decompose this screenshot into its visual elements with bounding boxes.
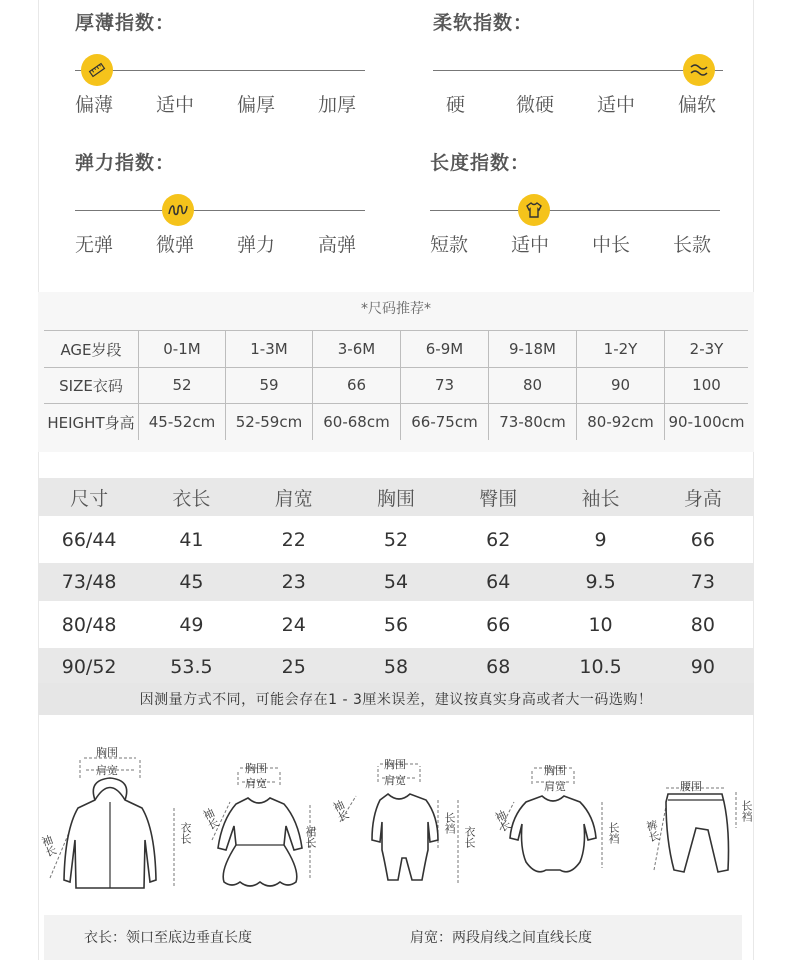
definition-bar [44, 915, 742, 960]
index-option: 无弹 [75, 234, 114, 256]
table-cell: 53.5 [170, 656, 213, 678]
index-option: 适中 [156, 94, 195, 116]
index-option: 微硬 [516, 94, 555, 116]
diagram-label: 肩宽 [96, 764, 118, 777]
index-option: 微弹 [156, 234, 195, 256]
diagram-label: 长裆 [443, 812, 456, 834]
index-option: 中长 [592, 234, 631, 256]
table-cell: 66/44 [61, 529, 117, 551]
table-cell: 41 [179, 529, 204, 551]
diagram-label: 袖长 [491, 808, 513, 834]
softness-index [433, 8, 733, 116]
table-cell: 90/52 [61, 656, 117, 678]
table-cell: 68 [486, 656, 511, 678]
jacket-diagram [40, 730, 190, 900]
table-header-row [38, 478, 754, 516]
wave-icon [683, 54, 715, 86]
diagram-label: 胸围 [384, 758, 406, 771]
diagram-label: 裙长 [304, 826, 317, 848]
index-option: 硬 [446, 94, 466, 116]
length-index [430, 148, 730, 256]
table-cell: 66-75cm [401, 404, 489, 440]
table-cell: 73/48 [61, 571, 117, 593]
table-cell: 90 [577, 367, 665, 403]
pants-diagram [640, 730, 753, 900]
table-cell: 54 [383, 571, 409, 593]
table-cell: 59 [226, 367, 313, 403]
index-option: 偏厚 [237, 94, 276, 116]
diagram-label: 袖长 [38, 833, 59, 859]
diagram-label: 袖长 [329, 798, 351, 824]
index-track [75, 70, 365, 71]
diagram-label: 长裆 [740, 800, 753, 822]
table-row [44, 404, 748, 440]
column-header: 身高 [683, 487, 722, 510]
table-cell: 22 [281, 529, 306, 551]
table-cell: 25 [281, 656, 306, 678]
dress-diagram [200, 730, 330, 900]
table-row [44, 330, 748, 368]
table-row [38, 563, 754, 601]
table-cell: 80/48 [61, 614, 117, 636]
table-cell: 66 [486, 614, 511, 636]
table-cell: 52 [383, 529, 409, 551]
table-row [38, 521, 754, 559]
index-option: 长款 [673, 234, 712, 256]
table-cell: 100 [692, 376, 721, 394]
diagram-label: 肩宽 [544, 780, 566, 793]
diagram-label: 胸围 [245, 762, 267, 775]
table-cell: 23 [281, 571, 306, 593]
table-cell: 64 [486, 571, 511, 593]
index-option: 偏软 [678, 94, 717, 116]
table-cell: 60-68cm [313, 404, 401, 440]
diagram-label: 肩宽 [245, 777, 267, 790]
table-cell: 73-80cm [489, 404, 577, 440]
size-recommend-caption: *尺码推荐* [361, 301, 431, 317]
diagram-label: 腰围 [680, 780, 702, 793]
index-option: 短款 [430, 234, 469, 256]
ruler-icon [81, 54, 113, 86]
table-cell: 66 [313, 367, 401, 403]
table-cell: 90 [690, 656, 715, 678]
table-cell: 80 [690, 614, 715, 636]
index-option: 适中 [597, 94, 636, 116]
shirt-icon [518, 194, 550, 226]
table-cell: 90-100cm [668, 413, 745, 431]
table-cell: 52 [139, 367, 226, 403]
definition-length: 衣长：领口至底边垂直长度 [84, 930, 252, 946]
spring-icon [162, 194, 194, 226]
index-title: 弹力指数： [75, 152, 176, 174]
elasticity-index [75, 148, 375, 256]
definition-shoulder: 肩宽：两段肩线之间直线长度 [410, 930, 592, 946]
table-cell: 9 [594, 529, 607, 551]
index-option: 适中 [511, 234, 550, 256]
column-header: 衣长 [172, 487, 211, 510]
table-cell: 2-3Y [689, 340, 724, 358]
table-cell: 66 [690, 529, 715, 551]
diagram-label: 裤长 [643, 818, 662, 844]
bodysuit-diagram [490, 730, 625, 900]
table-row [38, 648, 754, 686]
diagram-label: 衣长 [179, 822, 192, 844]
diagram-label: 衣长 [463, 826, 476, 848]
table-cell: 62 [486, 529, 511, 551]
table-cell: 52-59cm [226, 404, 313, 440]
table-cell: 49 [179, 614, 204, 636]
table-cell: 58 [383, 656, 409, 678]
diagram-label: 胸围 [544, 764, 566, 777]
column-header: 袖长 [581, 487, 620, 510]
column-header: 尺寸 [70, 487, 109, 510]
table-cell: 6-9M [401, 331, 489, 367]
table-cell: 56 [383, 614, 409, 636]
column-header: 臀围 [479, 487, 518, 510]
index-title: 长度指数： [430, 152, 531, 174]
table-cell: 24 [281, 614, 306, 636]
table-cell: 80-92cm [577, 404, 665, 440]
table-cell: 1-3M [226, 331, 313, 367]
row-header: HEIGHT身高 [44, 404, 139, 440]
table-cell: 10.5 [579, 656, 622, 678]
table-cell: 9.5 [585, 571, 616, 593]
thickness-index [75, 8, 375, 116]
diagram-label: 胸围 [96, 746, 118, 759]
row-header: AGE岁段 [44, 331, 139, 367]
table-cell: 80 [489, 367, 577, 403]
table-cell: 1-2Y [577, 331, 665, 367]
index-option: 弹力 [237, 234, 276, 256]
table-cell: 0-1M [139, 331, 226, 367]
table-row [38, 606, 754, 644]
diagram-label: 肩宽 [384, 774, 406, 787]
column-header: 胸围 [376, 487, 415, 510]
table-cell: 45-52cm [139, 404, 226, 440]
table-cell: 45 [179, 571, 204, 593]
table-cell: 73 [401, 367, 489, 403]
table-cell: 9-18M [489, 331, 577, 367]
index-track [433, 70, 723, 71]
index-option: 高弹 [318, 234, 357, 256]
index-track [75, 210, 365, 211]
index-track [430, 210, 720, 211]
index-option: 加厚 [318, 94, 357, 116]
measurement-note: 因测量方式不同，可能会存在1 - 3厘米误差，建议按真实身高或者大一码选购！ [38, 683, 754, 715]
column-header: 肩宽 [274, 487, 313, 510]
index-option: 偏薄 [75, 94, 114, 116]
table-row [44, 367, 748, 404]
index-title: 柔软指数： [433, 12, 534, 34]
table-cell: 73 [690, 571, 715, 593]
diagram-label: 袖长 [199, 806, 221, 832]
index-title: 厚薄指数： [75, 12, 176, 34]
diagram-label: 长裆 [607, 822, 620, 844]
romper-diagram [330, 730, 480, 900]
table-cell: 3-6M [313, 331, 401, 367]
size-recommend-table [38, 292, 754, 452]
row-header: SIZE衣码 [44, 367, 139, 403]
table-cell: 10 [588, 614, 613, 636]
